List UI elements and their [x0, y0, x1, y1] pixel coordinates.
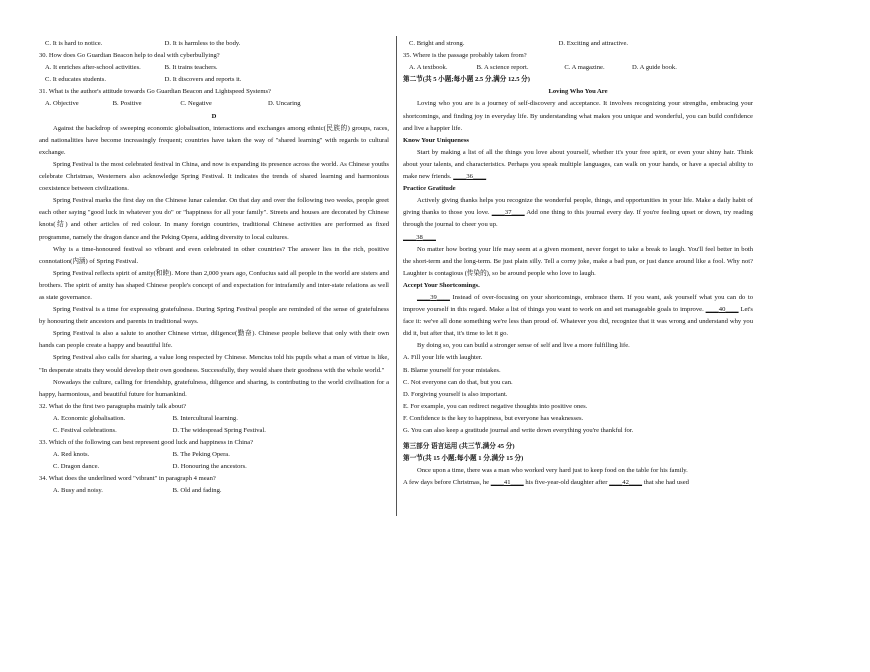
option: A. It enriches after-school activities. [45, 64, 141, 72]
option-g: G. You can also keep a gratitude journal and write down everything you're thankful for. [403, 427, 634, 434]
heading-uniqueness: Know Your Uniqueness [403, 136, 469, 144]
option: B. Intercultural learning. [172, 414, 238, 422]
section-2-title: 第二节(共 5 小题;每小题 2.5 分,满分 12.5 分) [403, 76, 530, 84]
q34-options-cd [403, 38, 753, 50]
question-31: 31. What is the author's attitude towards Go Guardian Beacon and Lightspeed Systems? [39, 88, 271, 96]
right-column [403, 38, 753, 489]
paragraph-text: that she had used [643, 479, 689, 487]
option: D. It discovers and reports it. [164, 76, 242, 84]
blank-number: 36 [466, 173, 473, 181]
paragraph: Spring Festival marks the first day on the Chinese lunar calendar. On that day and over the following two weeks, people greet each other saying "good luck in whatever you do" or "happiness for all your family". Streets and houses are decorated by Chinese knots(结) and other articles of red colour. In many foreign countries, traditional Chinese activities are performed as fixed programme, namely the dragon dance and the Peking Opera, adding diversity to local cultures. [39, 197, 389, 241]
question-35: 35. Where is the passage probably taken from? [403, 52, 527, 60]
paragraph-text: Actively giving thanks helps you recognize the wonderful people, things, and opportunities in your life. Make a daily habit of giving thanks to those you love. [403, 197, 753, 217]
paragraph-text: Add one thing to this journal every day. If you're feeling upset or down, try reading through the journal to cheer you up. [403, 209, 753, 229]
paragraph [403, 195, 753, 231]
option-f: F. Confidence is the key to happiness, but everyone has weaknesses. [403, 414, 584, 422]
question-34: 34. What does the underlined word "vibrant" in paragraph 4 mean? [39, 475, 216, 483]
intro-paragraph: Loving who you are is a journey of self-discovery and acceptance. It involves recognizing your strengths, embracing your shortcomings, and finding joy in everyday life. By understanding what makes you unique and wonderful, you can build confidence and live a happier life. [403, 100, 753, 132]
option: C. Negative [180, 100, 212, 108]
question-33: 33. Which of the following can best represent good luck and happiness in China? [39, 439, 254, 447]
option: D. Honouring the ancestors. [172, 463, 247, 471]
paragraph: Why is a time-honoured festival so vibrant and even celebrated in other countries? The answer lies in the rich, positive connotation(内涵) of Spring Festival. [39, 245, 389, 265]
paragraph-text: his five-year-old daughter after [525, 479, 608, 487]
paragraph: By doing so, you can build a stronger sense of self and live a more fulfilling life. [417, 342, 630, 350]
left-column [39, 38, 389, 498]
paragraph: Against the backdrop of sweeping economic globalisation, interactions and exchanges among ethnic(民族的) groups, races, and nationalities have become increasingly frequent; countries have taken the way of "shared learning" with regards to cultural exchange. [39, 124, 389, 156]
option: A. Red knots. [53, 451, 90, 459]
cloze-paragraph: Once upon a time, there was a man who worked very hard just to keep food on the table for his family. [417, 467, 688, 475]
option: A. Busy and noisy. [53, 487, 103, 495]
passage-title: Loving Who You Are [548, 88, 608, 96]
option-c: C. Not everyone can do that, but you can. [403, 378, 513, 386]
heading-gratitude: Practice Gratitude [403, 185, 456, 193]
blank-41: ____41____ [490, 479, 524, 487]
option-b: B. Blame yourself for your mistakes. [403, 366, 501, 374]
paragraph: Spring Festival is also a salute to another Chinese virtue, diligence(勤奋). Chinese people believe that only with their own hands can people create a happy and beautiful life. [39, 330, 389, 350]
q30-options-cd [39, 74, 389, 86]
option-a: A. Fill your life with laughter. [403, 354, 483, 362]
option: C. It is hard to notice. [45, 40, 103, 47]
heading-shortcomings: Accept Your Shortcomings. [403, 281, 480, 289]
paragraph-text: Start by making a list of all the things you love about yourself, whether it's your free spirit, or even your shiny hair. Think about your talents, and characteristics. Perhaps you speak multiple languages, can walk on your hands, or have a special ability to make new friends. [403, 148, 753, 181]
q29-options-cd [39, 38, 389, 50]
paragraph: Nowadays the culture, calling for friendship, gratefulness, diligence and sharing, is contributing to the world civilisation for a happy, harmonious, and beautiful future for humankind. [39, 378, 389, 398]
blank-number: 39 [430, 293, 437, 301]
q32-options-ab [39, 413, 389, 425]
paragraph: Spring Festival is a time for expressing gratefulness. During Spring Festival people are reminded of the sense of gratefulness by honouring their ancestors and parents in traditional ways. [39, 306, 389, 326]
option-d: D. Forgiving yourself is also important. [403, 390, 508, 398]
part-3-title: 第三部分 语言运用 (共三节,满分 45 分) [403, 443, 515, 451]
option: A. A textbook. [409, 64, 448, 72]
option: D. It is harmless to the body. [164, 40, 241, 47]
option: D. Exciting and attractive. [558, 40, 629, 47]
part-3-section-1: 第一节(共 15 小题;每小题 1 分,满分 15 分) [403, 455, 524, 463]
option: A. Objective [45, 100, 79, 108]
paragraph: No matter how boring your life may seem at a given moment, never forget to take a break to laugh. You'll feel better in both the short-term and the long-term. Be just plain silly. Tell a corny joke, make a bad pun, or just dance around like a fool. Why not? Laughter is contagious (传染的), so be around people who love to laugh. [403, 245, 753, 277]
option: C. It educates students. [45, 76, 106, 84]
blank-number: 37 [504, 209, 512, 217]
option: D. Uncaring [267, 100, 301, 108]
question-30: 30. How does Go Guardian Beacon help to deal with cyberbullying? [39, 52, 220, 60]
blank-40: ____40____ [705, 306, 739, 314]
blank-number: 40 [718, 306, 726, 314]
option: C. A magazine. [564, 64, 605, 72]
paragraph [403, 147, 753, 183]
option: D. A guide book. [631, 64, 677, 72]
option: B. Old and fading. [172, 487, 222, 495]
q35-options [403, 62, 753, 74]
option: A. Economic globalisation. [53, 414, 126, 422]
blank-39: ____39____ [417, 293, 450, 301]
blank-number: 41 [503, 479, 511, 487]
question-32: 32. What do the first two paragraphs mainly talk about? [39, 402, 187, 410]
option: C. Festival celebrations. [53, 427, 117, 434]
option: B. A science report. [476, 64, 529, 72]
q33-options-ab [39, 449, 389, 461]
paragraph [403, 292, 753, 340]
q33-options-cd [39, 461, 389, 473]
cloze-line [403, 477, 753, 489]
section-letter: D [211, 112, 217, 120]
paragraph-text: Let's face it: we've all done something we're less than proud of. Whatever you did, recognize that it was wrong and understand why you did it, but after that, it's time to let it go. [403, 306, 753, 338]
q31-options [39, 98, 389, 110]
blank-number: 38 [416, 233, 423, 241]
blank-number: 42 [622, 479, 629, 487]
option: B. The Peking Opera. [172, 451, 230, 459]
q34-options-ab [39, 485, 389, 497]
paragraph-text: A few days before Christmas, he [403, 479, 490, 487]
blank-37: ____37____ [491, 209, 525, 217]
blank-36: ____36____ [453, 173, 487, 181]
option-e: E. For example, you can redirect negative thoughts into positive ones. [403, 402, 588, 410]
blank-38: ____38____ [403, 233, 436, 241]
blank-42: ____42____ [609, 479, 643, 487]
q32-options-cd [39, 425, 389, 437]
option: C. Bright and strong. [409, 40, 465, 47]
option: B. Positive [112, 100, 142, 108]
paragraph: Spring Festival also calls for sharing, a value long respected by Chinese. Mencius told his pupils what a man of virtue is like, "In desperate straits they would develop their own goodness. Successfully, they would share their goodness with the whole world." [39, 354, 389, 374]
q30-options-ab [39, 62, 389, 74]
paragraph: Spring Festival is the most celebrated festival in China, and now is expanding its presence across the world. As Chinese youths celebrate Christmas, Westerners also acknowledge Spring Festival. It indicates the trends of shared learning and harmonious coexistence between civilizations. [39, 160, 389, 193]
paragraph: Spring Festival reflects spirit of amity(和睦). More than 2,000 years ago, Confucius said all people in the world are sisters and brothers. The spirit of amity has shaped Chinese people's concept of and expectation for intrafamily and inter-state relations as well as state governance. [39, 269, 389, 301]
paragraph-text: Instead of over-focusing on your shortcomings, embrace them. If you want, ask yourself what you can do to improve yourself in this regard. Make a list of things you want to work on and set manageable goals to improve. [403, 293, 753, 314]
option: C. Dragon dance. [53, 463, 100, 471]
option: B. It trains teachers. [164, 64, 218, 72]
column-divider [396, 36, 397, 516]
option: D. The widespread Spring Festival. [172, 427, 266, 434]
